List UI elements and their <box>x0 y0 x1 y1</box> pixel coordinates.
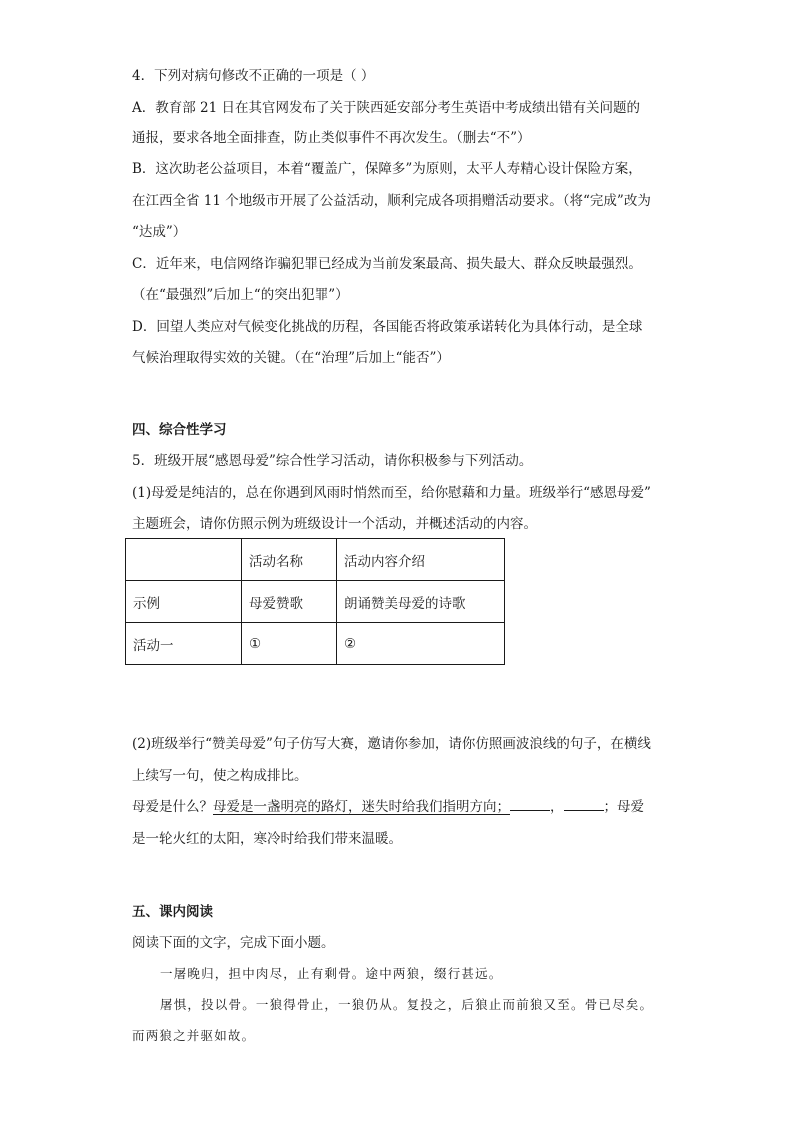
table-row <box>126 581 505 623</box>
table-cell: 示例 <box>126 581 242 623</box>
table-header-row <box>126 539 505 581</box>
option-b-line-2: 在江西全省 11 个地级市开展了公益活动，顺利完成各项捐赠活动要求。（将“完成”改为 <box>132 193 651 209</box>
table-cell: 母爱赞歌 <box>242 581 337 623</box>
part-1-line-1: (1)母爱是纯洁的，总在你遇到风雨时悄然而至，给你慰藉和力量。班级举行“感恩母爱” <box>132 485 651 501</box>
table-cell: 朗诵赞美母爱的诗歌 <box>337 581 505 623</box>
passage-paragraph-1: 一屠晚归，担中肉尽，止有剩骨。途中两狼，缀行甚远。 <box>160 966 503 981</box>
reading-instruction: 阅读下面的文字，完成下面小题。 <box>132 935 335 951</box>
table-cell: 活动内容介绍 <box>337 539 505 581</box>
answer-blank-2[interactable] <box>564 798 604 811</box>
question-5-stem: 5．班级开展“感恩母爱”综合性学习活动，请你积极参与下列活动。 <box>132 453 533 469</box>
answer-cell-2[interactable]: ② <box>337 623 505 665</box>
answer-blank-1[interactable] <box>510 798 550 811</box>
activity-table <box>125 538 505 665</box>
section-5-title: 五、课内阅读 <box>132 904 213 920</box>
part-2-line-2: 上续写一句，使之构成排比。 <box>132 768 308 784</box>
part-1-line-2: 主题班会，请你仿照示例为班级设计一个活动，并概述活动的内容。 <box>132 516 537 532</box>
option-b-line-1: B．这次助老公益项目，本着“覆盖广，保障多”为原则，太平人寿精心设计保险方案， <box>132 161 642 177</box>
option-b-line-3: “达成”） <box>132 224 187 240</box>
question-4-stem: 4．下列对病句修改不正确的一项是（ ） <box>132 68 375 84</box>
section-4-title: 四、综合性学习 <box>132 422 227 438</box>
table-cell: 活动名称 <box>242 539 337 581</box>
passage-paragraph-2: 屠惧，投以骨。一狼得骨止，一狼仍从。复投之，后狼止而前狼又至。骨已尽矣。 <box>160 997 654 1012</box>
part-2-line-4: 是一轮火红的太阳，寒冷时给我们带来温暖。 <box>132 831 402 847</box>
part-2-line-3 <box>132 798 672 816</box>
option-c-line-1: C．近年来，电信网络诈骗犯罪已经成为当前发案最高、损失最大、群众反映最强烈。 <box>132 256 642 272</box>
passage-paragraph-2-cont: 而两狼之并驱如故。 <box>132 1028 256 1043</box>
option-d-line-1: D．回望人类应对气候变化挑战的历程，各国能否将政策承诺转化为具体行动，是全球 <box>132 319 643 335</box>
table-cell: 活动一 <box>126 623 242 665</box>
part-2-suffix: ；母爱 <box>603 799 644 815</box>
option-c-line-2: （在“最强烈”后加上“的突出犯罪”） <box>132 287 349 303</box>
part-2-line-1: (2)班级举行“赞美母爱”句子仿写大赛，邀请你参加，请你仿照画波浪线的句子，在横线 <box>132 736 651 752</box>
part-2-prefix: 母爱是什么？ <box>132 799 213 815</box>
table-cell <box>126 539 242 581</box>
option-d-line-2: 气候治理取得实效的关键。（在“治理”后加上“能否”） <box>132 350 450 366</box>
wavy-line-sentence: 母爱是一盏明亮的路灯，迷失时给我们指明方向； <box>213 799 510 815</box>
table-row <box>126 623 505 665</box>
option-a-line-2: 通报，要求各地全面排查，防止类似事件不再次发生。（删去“不”） <box>132 130 531 146</box>
separator: ， <box>550 799 564 815</box>
answer-cell-1[interactable]: ① <box>242 623 337 665</box>
option-a-line-1: A．教育部 21 日在其官网发布了关于陕西延安部分考生英语中考成绩出错有关问题的 <box>132 100 641 116</box>
